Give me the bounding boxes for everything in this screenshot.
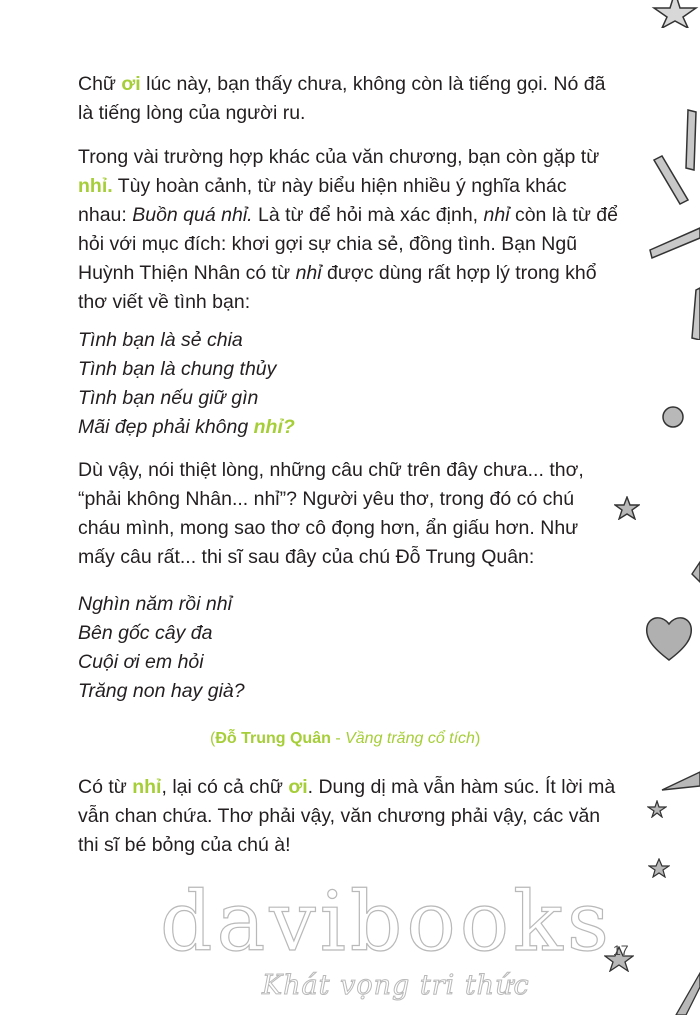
p1-highlight-oi: ơi xyxy=(121,73,141,95)
poem-1-line-3: Tình bạn nếu giữ gìn xyxy=(78,387,259,409)
watermark-brand: davibooks xyxy=(160,875,613,970)
star-decoration-small-3 xyxy=(648,858,670,878)
poem-1-line-1: Tình bạn là sẻ chia xyxy=(78,329,243,351)
paragraph-4 xyxy=(78,773,618,860)
poem-1-line-2: Tình bạn là chung thủy xyxy=(78,358,277,380)
p2-text-e: được dùng rất hợp lý trong khổ thơ viết về tình bạn: xyxy=(78,262,597,313)
paragraph-1 xyxy=(78,70,618,128)
p1-text-b: lúc này, bạn thấy chưa, không còn là tiếng gọi. Nó đã là tiếng lòng của người ru. xyxy=(78,73,606,124)
dot-decoration xyxy=(660,404,686,430)
p2-italic-nhi: nhỉ xyxy=(483,204,510,226)
sun-rays-decoration xyxy=(640,100,700,340)
p1-text-a: Chữ xyxy=(78,73,122,95)
citation-open-paren: ( xyxy=(210,730,216,747)
poem-2-line-3: Cuội ơi em hỏi xyxy=(78,651,204,673)
poem-2 xyxy=(78,590,245,706)
paragraph-3 xyxy=(78,456,618,572)
star-decoration-top xyxy=(650,0,700,28)
paragraph-2 xyxy=(78,143,618,317)
poem-2-line-2: Bên gốc cây đa xyxy=(78,622,213,644)
page-number: 17 xyxy=(613,942,629,958)
p2-italic-nhi-2: nhỉ xyxy=(295,262,322,284)
poem-1 xyxy=(78,326,295,442)
ray-decoration-right xyxy=(660,770,700,800)
poem-citation xyxy=(210,730,480,748)
poem-1-line-4 xyxy=(78,413,295,442)
p4-highlight-nhi: nhỉ xyxy=(132,776,162,798)
p2-text-b: Tùy hoàn cảnh, từ này biểu hiện nhiều ý nghĩa khác nhau: xyxy=(78,175,567,226)
heart-decoration xyxy=(643,612,695,664)
poem-1-line-4-text: Mãi đẹp phải không xyxy=(78,416,254,438)
watermark-slogan: Khát vọng tri thức xyxy=(262,970,530,1001)
poem-2-line-1: Nghìn năm rồi nhỉ xyxy=(78,593,232,615)
p4-highlight-oi: ơi xyxy=(288,776,308,798)
star-decoration-small-2 xyxy=(647,800,667,818)
p3-text: Dù vậy, nói thiệt lòng, những câu chữ trên đây chưa... thơ, “phải không Nhân... nhỉ”? Người yêu thơ, trong đó có chú cháu mình, mong sao thơ cô đọng hơn, ẩn giấu hơn. Như mấy câu rất... thi sĩ sau đây của chú Đỗ Trung Quân: xyxy=(78,459,584,568)
citation-close-paren: ) xyxy=(474,730,481,747)
p2-text-c: Là từ để hỏi mà xác định, xyxy=(252,204,484,226)
poem-1-highlight-nhi: nhỉ? xyxy=(253,416,295,438)
citation-author: Đỗ Trung Quân xyxy=(215,730,331,747)
p4-text-a: Có từ xyxy=(78,776,133,798)
ray-decoration-bottom xyxy=(672,965,700,1015)
p2-italic-example: Buồn quá nhỉ. xyxy=(132,204,253,226)
p2-text-a: Trong vài trường hợp khác của văn chương, bạn còn gặp từ xyxy=(78,146,600,168)
citation-separator: - xyxy=(330,730,346,747)
p2-text-d: còn là từ để hỏi với mục đích: khơi gợi sự chia sẻ, đồng tình. Bạn Ngũ Huỳnh Thiện Nhân có từ xyxy=(78,204,618,284)
p4-text-b: , lại có cả chữ xyxy=(161,776,289,798)
p2-highlight-nhi: nhỉ. xyxy=(78,175,113,197)
p4-text-c: . Dung dị mà vẫn hàm súc. Ít lời mà vẫn chan chứa. Thơ phải vậy, văn chương phải vậy, các văn thi sĩ bé bỏng của chú à! xyxy=(78,776,616,856)
star-decoration-edge xyxy=(690,560,700,584)
citation-title: Vầng trăng cổ tích xyxy=(345,730,475,747)
poem-2-line-4: Trăng non hay già? xyxy=(78,680,245,702)
